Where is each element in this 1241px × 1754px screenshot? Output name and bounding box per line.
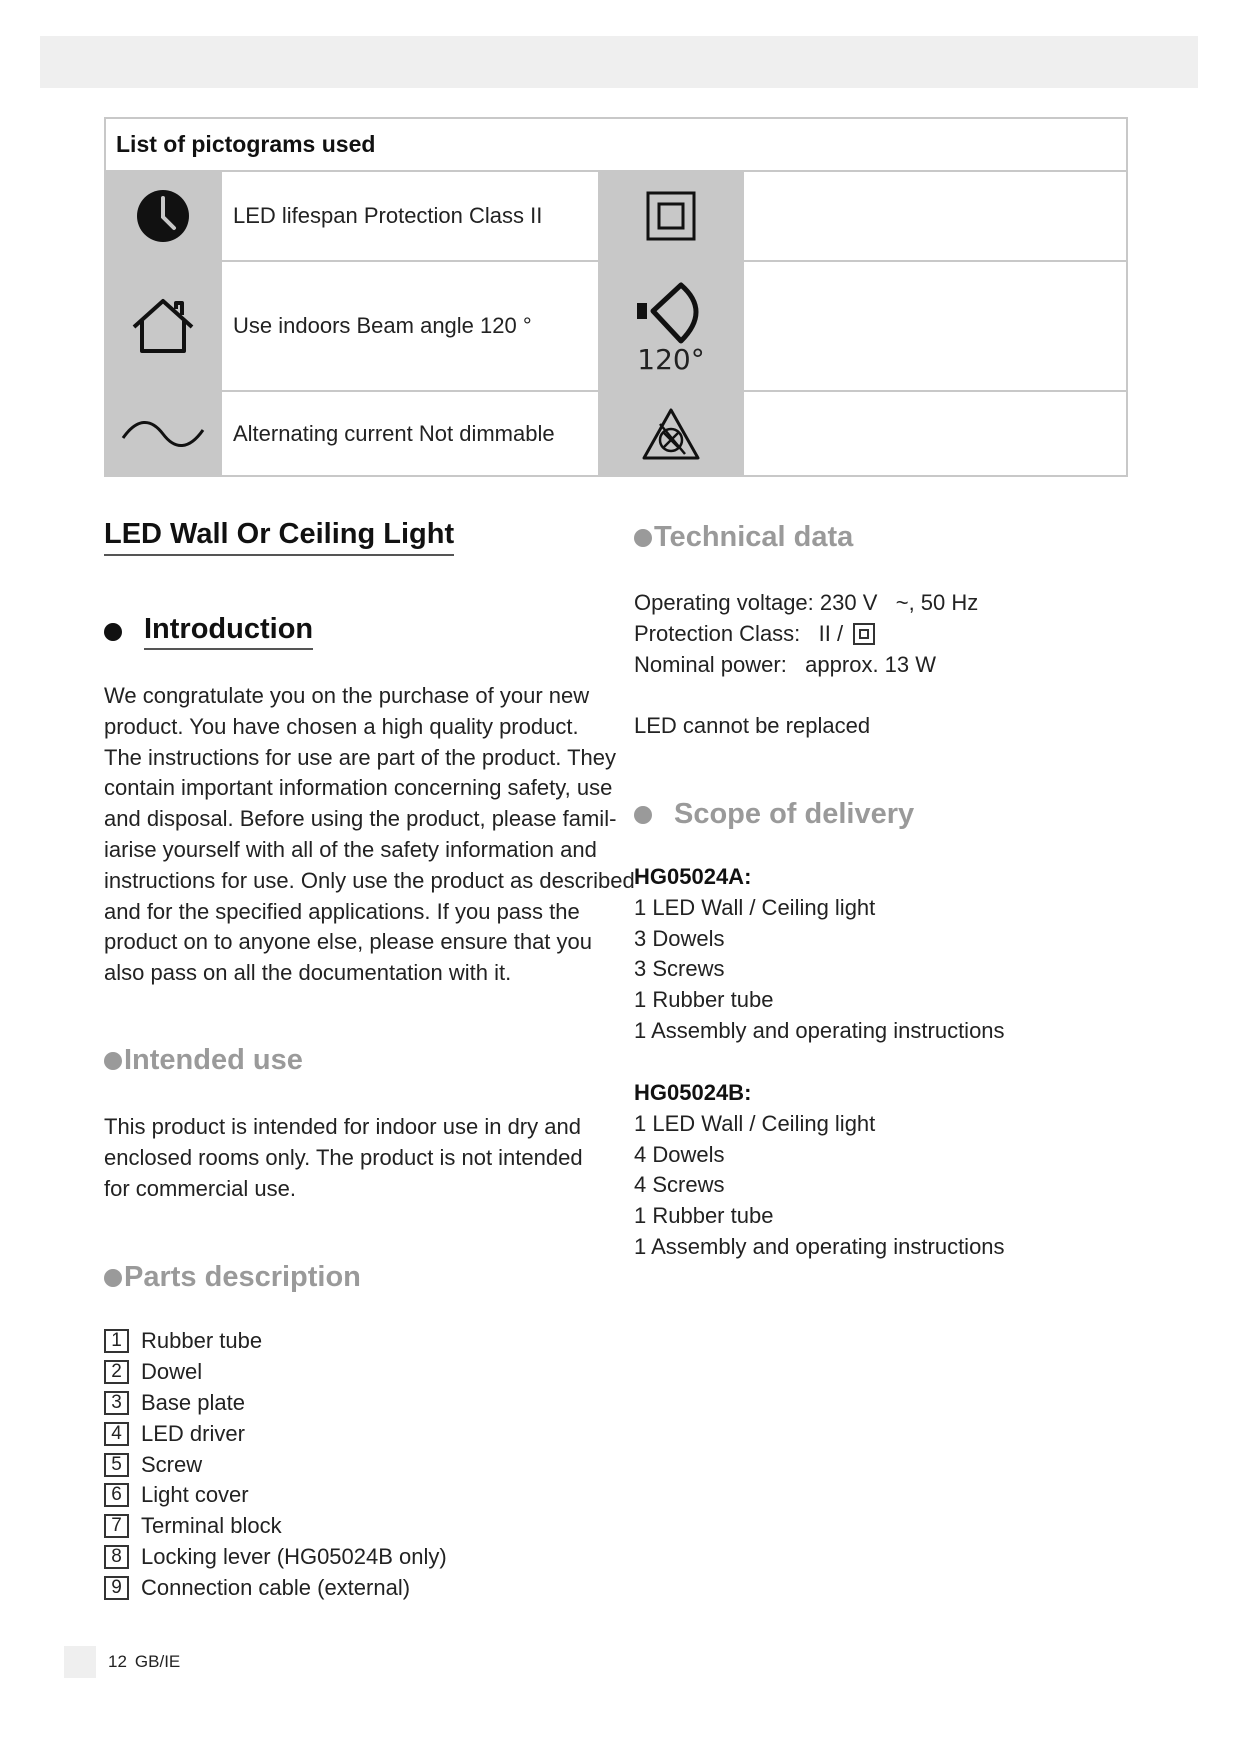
introduction-heading: Introduction — [104, 613, 313, 650]
list-item: 2 Dowel — [104, 1357, 447, 1388]
scope-of-delivery-heading: Scope of delivery — [634, 798, 914, 831]
region-label: GB/IE — [134, 1652, 181, 1671]
list-item: 1 Rubber tube — [634, 1203, 774, 1229]
list-item: 7 Terminal block — [104, 1511, 447, 1542]
introduction-text: We congratulate you on the purchase of your new product. You have chosen a high quality product. The instructions for use are part of the product. They contain important information concerning safety, use and disposal. Before using the product, please famil- iarise yourself with all of the safety information and instructions for use. Only use the product as described and for the specified applications. If you pass the product on to anyone else, please ensure that you also pass on all the documentation with it. — [104, 683, 635, 986]
pictogram-table-title: List of pictograms used — [106, 119, 1126, 172]
list-item: 1 Rubber tube — [634, 987, 774, 1013]
pictogram-row — [106, 392, 1126, 475]
list-item: 4 Dowels — [634, 1141, 725, 1167]
protection-class-ii-icon — [853, 623, 875, 645]
pictogram-empty-cell — [744, 172, 1126, 260]
list-item: 4 LED driver — [104, 1418, 447, 1449]
model-name: HG05024A: — [634, 864, 752, 889]
technical-data — [634, 588, 978, 742]
pictogram-empty-cell — [744, 262, 1126, 390]
list-item: 6 Light cover — [104, 1480, 447, 1511]
list-item: 1 Assembly and operating instructions — [634, 1017, 1005, 1043]
pictogram-text: Alternating current Not dimmable — [222, 392, 600, 475]
led-note: LED cannot be replaced — [634, 713, 871, 739]
list-item: 3 Screws — [634, 956, 725, 982]
list-item: 5 Screw — [104, 1449, 447, 1480]
scope-model-b — [634, 1078, 1005, 1263]
pictogram-row — [106, 172, 1126, 262]
list-item: 3 Dowels — [634, 925, 725, 951]
list-item: 1 Rubber tube — [104, 1326, 447, 1357]
bullet-icon — [104, 1269, 122, 1287]
bullet-icon — [104, 623, 122, 641]
bullet-icon — [104, 1052, 122, 1070]
page-number: 12 — [108, 1652, 127, 1671]
alternating-current-icon — [106, 392, 222, 475]
technical-data-heading: Technical data — [634, 521, 853, 554]
not-dimmable-icon — [600, 392, 744, 475]
bullet-icon — [634, 529, 652, 547]
list-item: 1 LED Wall / Ceiling light — [634, 1110, 876, 1136]
list-item: 4 Screws — [634, 1172, 725, 1198]
intended-use-heading: Intended use — [104, 1044, 303, 1077]
list-item: 9 Connection cable (external) — [104, 1572, 447, 1603]
intended-use-text: This product is intended for indoor use in dry and enclosed rooms only. The product is not intended for commercial use. — [104, 1114, 583, 1201]
page-footer — [64, 1646, 180, 1678]
clock-icon — [106, 172, 222, 260]
scope-model-a — [634, 862, 1005, 1047]
list-item: 1 Assembly and operating instructions — [634, 1233, 1005, 1259]
parts-list — [104, 1326, 447, 1603]
pictogram-row — [106, 262, 1126, 392]
house-icon — [106, 262, 222, 390]
bullet-icon — [634, 806, 652, 824]
model-name: HG05024B: — [634, 1080, 752, 1105]
beam-angle-label: 120° — [637, 342, 705, 376]
list-item: 3 Base plate — [104, 1388, 447, 1419]
pictogram-text: Use indoors Beam angle 120 ° — [222, 262, 600, 390]
pictogram-text: LED lifespan Protection Class II — [222, 172, 600, 260]
pictogram-table — [104, 117, 1128, 477]
operating-voltage: Operating voltage: 230 V ~, 50 Hz — [634, 590, 979, 615]
footer-marker — [64, 1646, 96, 1678]
header-bar — [40, 36, 1198, 88]
parts-description-heading: Parts description — [104, 1261, 361, 1294]
beam-angle-icon — [600, 262, 744, 390]
list-item: 8 Locking lever (HG05024B only) — [104, 1542, 447, 1573]
nominal-power: Nominal power: approx. 13 W — [634, 651, 937, 677]
list-item: 1 LED Wall / Ceiling light — [634, 894, 876, 920]
protection-class-ii-icon — [600, 172, 744, 260]
product-title: LED Wall Or Ceiling Light — [104, 518, 454, 556]
protection-class: Protection Class: II / — [634, 619, 978, 650]
pictogram-empty-cell — [744, 392, 1126, 475]
